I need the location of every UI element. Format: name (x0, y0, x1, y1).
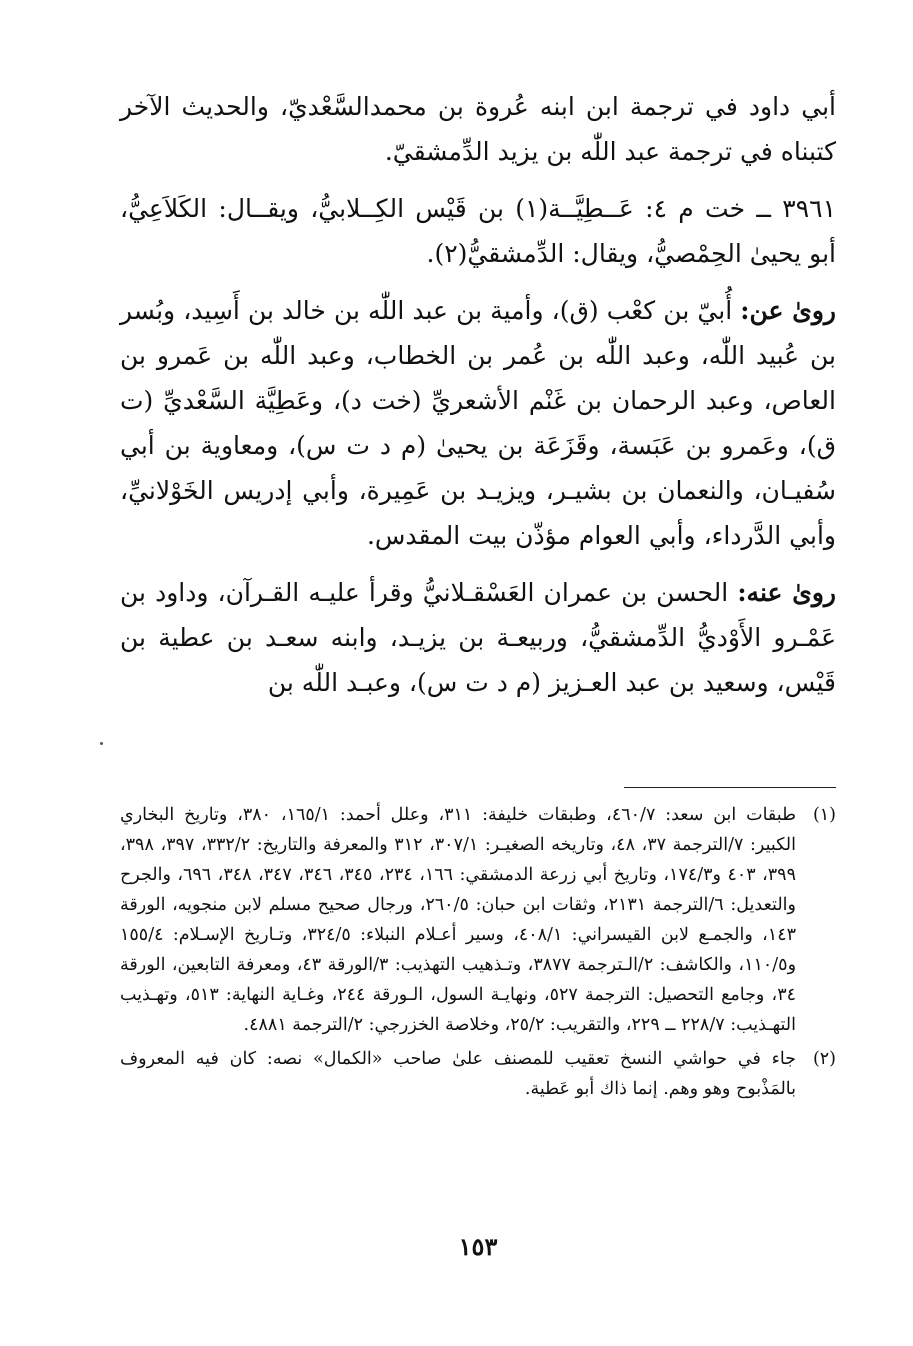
footnote-divider (624, 787, 836, 788)
footnote-2-text: جاء في حواشي النسخ تعقيب للمصنف علىٰ صاحب «الكمال» نصه: كان فيه المعروف بالمَذْبوح وهو وهم. إنما ذاك أبو عَطية. (120, 1049, 796, 1099)
narrated-from-paragraph (120, 288, 836, 558)
footnotes (120, 800, 836, 1108)
footnote-1 (120, 800, 836, 1040)
page-number: ١٥٣ (458, 1232, 498, 1261)
intro-paragraph: أبي داود في ترجمة ابن ابنه عُروة بن محمدالسَّعْديّ، والحديث الآخر كتبناه في ترجمة عبد اللّٰه بن يزيد الدِّمشقيّ. (120, 92, 836, 166)
narrated-by-paragraph (120, 570, 836, 705)
stray-mark (100, 742, 103, 745)
entry-heading: ٣٩٦١ ــ خت م ٤: عَــطِيَّــة(١) بن قَيْس الكِــلابيُّ، ويقــال: الكَلاَعِيُّ، أبو يحيىٰ الحِمْصيُّ، ويقال: الدِّمشقيُّ(٢). (120, 194, 836, 268)
narrated-from-text: أُبيّ بن كعْب (ق)، وأمية بن عبد اللّٰه بن خالد بن أَسِيد، وبُسر بن عُبيد اللّٰه، وعبد اللّٰه بن عُمر بن الخطاب، وعبد اللّٰه بن عَمرو بن العاص، وعبد الرحمان بن غَنْم الأشعريِّ (خت د)، وعَطِيَّة السَّعْديِّ (ت ق)، وعَمرو بن عَبَسة، وقَزَعَة بن يحيىٰ (م د ت س)، ومعاوية بن أبي سُفيـان، والنعمان بن بشيـر، ويزيـد بن عَمِيرة، وأبي إدريس الخَوْلانيِّ، وأبي الدَّرداء، وأبي العوام مؤذّن بيت المقدس. (120, 296, 836, 550)
footnote-2-number: (٢) (812, 1049, 836, 1069)
narrated-from-label: روىٰ عن: (740, 296, 836, 325)
document-page (120, 84, 836, 1314)
narrated-by-label: روىٰ عنه: (737, 578, 836, 607)
footnote-1-number: (١) (812, 805, 836, 825)
footnote-1-text: طبقات ابن سعد: ٤٦٠/٧، وطبقات خليفة: ٣١١، وعلل أحمد: ١٦٥/١، ٣٨٠، وتاريخ البخاري الكبير: ٧/الترجمة ٣٧، ٤٨، وتاريخه الصغيـر: ٣٠٧/١، ٣١٢ والمعرفة والتاريخ: ٣٣٢/٢، ٣٩٧، ٣٩٨، ٣٩٩، ٤٠٣ و١٧٤/٣، وتاريخ أبي زرعة الدمشقي: ١٦٦، ٢٣٤، ٣٤٥، ٣٤٦، ٣٤٧، ٣٤٨، ٦٩٦، والجرح والتعديل: ٦/الترجمة ٢١٣١، وثقات ابن حبان: ٢٦٠/٥، ورجال صحيح مسلم لابن منجويه، الورقة ١٤٣، والجمـع لابن القيسراني: ٤٠٨/١، وسير أعـلام النبلاء: ٣٢٤/٥، وتـاريخ الإسـلام: ١٥٥/٤ و١١٠/٥، والكاشف: ٢/الـترجمة ٣٨٧٧، وتـذهيب التهذيب: ٣/الورقة ٤٣، ومعرفة التابعين، الورقة ٣٤، وجامع التحصيل: الترجمة ٥٢٧، ونهايـة السول، الـورقة ٢٤٤، وغـاية النهاية: ٥١٣، وتهـذيب التهـذيب: ٢٢٨/٧ ــ ٢٢٩، والتقريب: ٢٥/٢، وخلاصة الخزرجي: ٢/الترجمة ٤٨٨١. (120, 805, 797, 1035)
main-text (120, 84, 836, 705)
footnote-2 (120, 1044, 836, 1104)
narrated-by-text: الحسن بن عمران العَسْقـلانيُّ وقرأ عليـه القـرآن، وداود بن عَمْـرو الأَوْديُّ الدِّمشقيُّ، وربيعـة بن يزيـد، وابنه سعـد بن عطية بن قَيْس، وسعيد بن عبد العـزيز (م د ت س)، وعبـد اللّٰه بن (120, 578, 836, 697)
